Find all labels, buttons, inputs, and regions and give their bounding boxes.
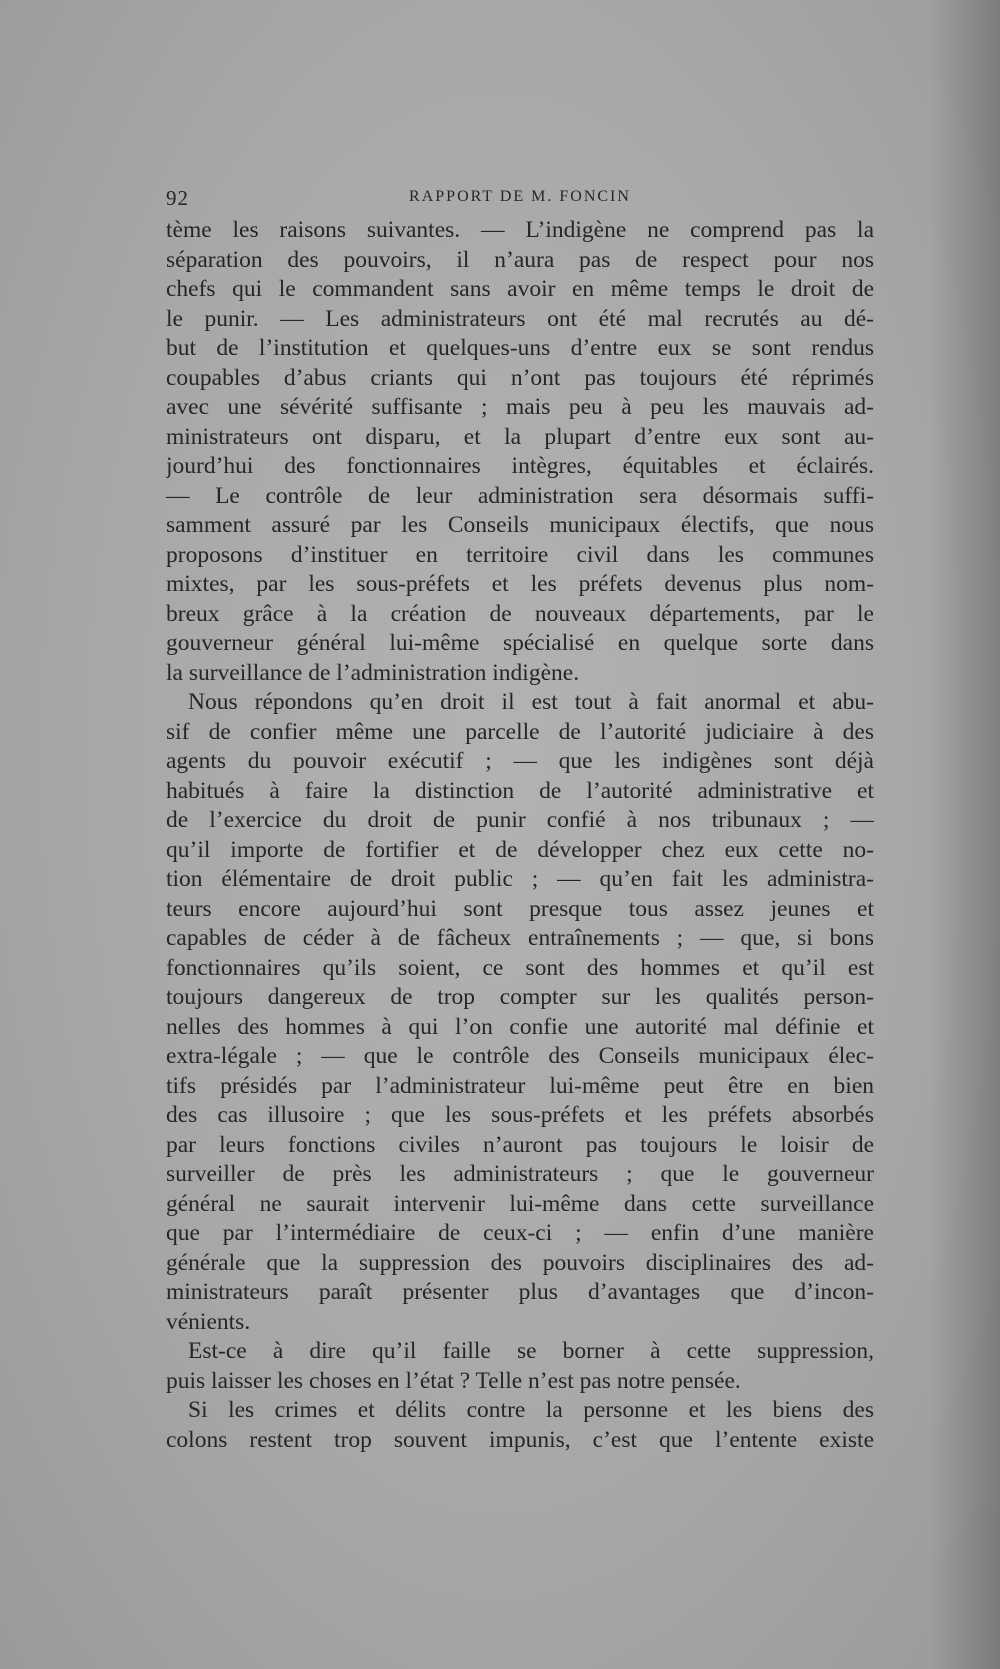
text-line: but de l’institution et quelques-uns d’entre eux se sont rendus <box>166 335 874 361</box>
text-line: extra-légale ; — que le contrôle des Conseils municipaux élec- <box>166 1043 874 1069</box>
text-line: mixtes, par les sous-préfets et les préfets devenus plus nom- <box>166 571 874 597</box>
running-head: RAPPORT DE M. FONCIN <box>409 188 631 205</box>
text-line: proposons d’instituer en territoire civil dans les communes <box>166 541 874 568</box>
text-line: gouverneur général lui-même spécialisé en quelque sorte dans <box>166 630 874 656</box>
text-line: capables de céder à de fâcheux entraînements ; — que, si bons <box>166 925 874 951</box>
text-line: sif de confier même une parcelle de l’autorité judiciaire à des <box>166 718 874 745</box>
text-line: des cas illusoire ; que les sous-préfets et les préfets absorbés <box>166 1102 874 1128</box>
text-line: la surveillance de l’administration indigène. <box>166 659 580 686</box>
text-line: général ne saurait intervenir lui-même dans cette surveillance <box>166 1190 874 1217</box>
text-line: Nous répondons qu’en droit il est tout à fait anormal et abu- <box>188 689 874 715</box>
text-line: tifs présidés par l’administrateur lui-même peut être en bien <box>166 1072 874 1099</box>
text-line: Est-ce à dire qu’il faille se borner à cette suppression, <box>188 1338 874 1364</box>
text-line: tion élémentaire de droit public ; — qu’en fait les administra- <box>166 866 874 892</box>
text-line: générale que la suppression des pouvoirs disciplinaires des ad- <box>166 1249 874 1276</box>
text-line: par leurs fonctions civiles n’auront pas toujours le loisir de <box>166 1131 874 1158</box>
text-line: jourd’hui des fonctionnaires intègres, équitables et éclairés. <box>166 453 874 479</box>
text-line: ministrateurs paraît présenter plus d’avantages que d’incon- <box>166 1279 874 1305</box>
text-line: vénients. <box>166 1308 251 1335</box>
page-number: 92 <box>166 186 189 210</box>
text-line: de l’exercice du droit de punir confié à nos tribunaux ; — <box>166 807 874 833</box>
text-line: séparation des pouvoirs, il n’aura pas de respect pour nos <box>166 246 874 273</box>
body-text <box>166 216 874 1455</box>
text-line: breux grâce à la création de nouveaux départements, par le <box>166 600 874 627</box>
text-line: Si les crimes et délits contre la personne et les biens des <box>188 1397 874 1423</box>
text-line: samment assuré par les Conseils municipaux électifs, que nous <box>166 512 874 538</box>
page-header <box>166 186 874 210</box>
text-line: surveiller de près les administrateurs ; que le gouverneur <box>166 1161 874 1187</box>
page-edge-shadow <box>930 0 1000 1669</box>
text-line: toujours dangereux de trop compter sur les qualités person- <box>166 984 874 1010</box>
text-line: le punir. — Les administrateurs ont été mal recrutés au dé- <box>166 305 874 332</box>
text-line: qu’il importe de fortifier et de développer chez eux cette no- <box>166 836 874 863</box>
text-line: chefs qui le commandent sans avoir en même temps le droit de <box>166 276 874 302</box>
text-line: habitués à faire la distinction de l’autorité administrative et <box>166 777 874 804</box>
text-line: nelles des hommes à qui l’on confie une autorité mal définie et <box>166 1013 874 1040</box>
text-line: fonctionnaires qu’ils soient, ce sont des hommes et qu’il est <box>166 954 874 981</box>
text-line: ministrateurs ont disparu, et la plupart d’entre eux sont au- <box>166 423 874 450</box>
text-line: — Le contrôle de leur administration sera désormais suffi- <box>166 482 874 509</box>
text-line: colons restent trop souvent impunis, c’est que l’entente existe <box>166 1426 874 1453</box>
text-line: teurs encore aujourd’hui sont presque tous assez jeunes et <box>166 895 874 922</box>
text-line: avec une sévérité suffisante ; mais peu à peu les mauvais ad- <box>166 394 874 420</box>
text-line: coupables d’abus criants qui n’ont pas toujours été réprimés <box>166 364 874 391</box>
text-line: agents du pouvoir exécutif ; — que les indigènes sont déjà <box>166 748 874 774</box>
text-line: tème les raisons suivantes. — L’indigène ne comprend pas la <box>166 217 874 243</box>
text-line: puis laisser les choses en l’état ? Telle n’est pas notre pensée. <box>166 1367 741 1394</box>
text-line: que par l’intermédiaire de ceux-ci ; — enfin d’une manière <box>166 1220 874 1246</box>
